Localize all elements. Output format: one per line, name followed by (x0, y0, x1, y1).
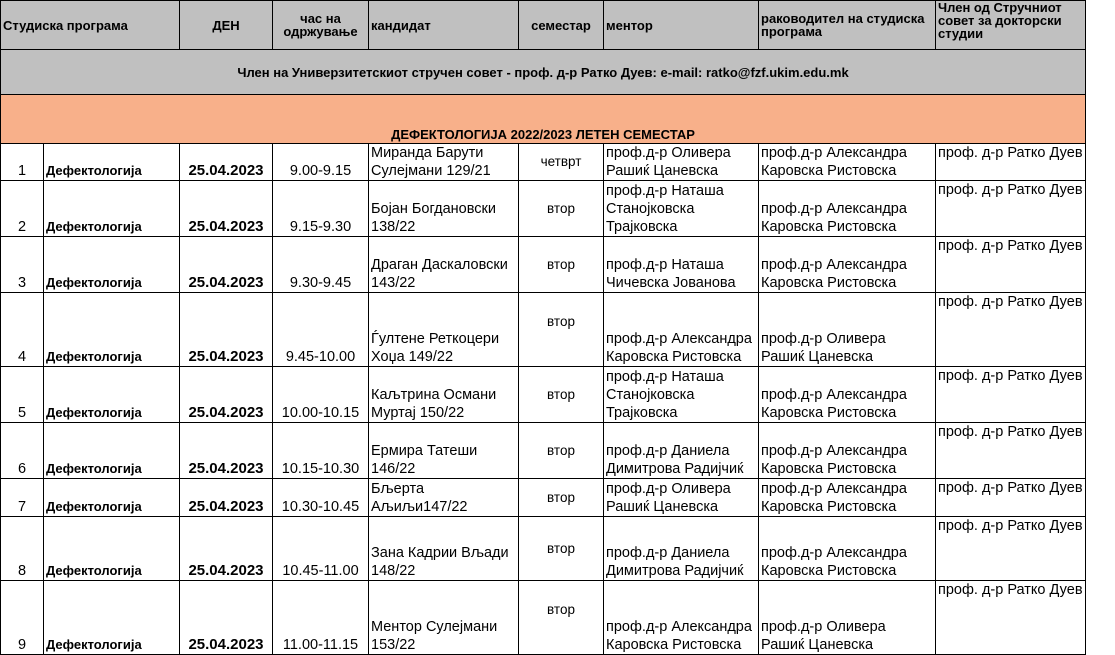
cell-head: проф.д-р Александра Каровска Ристовска (759, 181, 936, 237)
cell-program: Дефектологија (44, 144, 180, 181)
cell-semester: втор (519, 367, 604, 423)
cell-head: проф.д-р Александра Каровска Ристовска (759, 517, 936, 581)
header-day: ДЕН (180, 1, 273, 50)
university-member-text: Член на Универзитетскиот стручен совет - проф. д-р Ратко Дуев: e-mail: ratko@fzf.ukim.edu.mk (1, 50, 1086, 95)
cell-member: проф. д-р Ратко Дуев (936, 144, 1086, 181)
cell-day: 25.04.2023 (180, 181, 273, 237)
section-title: ДЕФЕКТОЛОГИЈА 2022/2023 ЛЕТЕН СЕМЕСТАР (1, 95, 1086, 144)
cell-head: проф.д-р Александра Каровска Ристовска (759, 423, 936, 479)
cell-member: проф. д-р Ратко Дуев (936, 479, 1086, 517)
cell-head: проф.д-р Оливера Рашиќ Цаневска (759, 581, 936, 655)
cell-head: проф.д-р Александра Каровска Ристовска (759, 367, 936, 423)
cell-day: 25.04.2023 (180, 581, 273, 655)
cell-semester: втор (519, 517, 604, 581)
cell-program: Дефектологија (44, 367, 180, 423)
cell-member: проф. д-р Ратко Дуев (936, 423, 1086, 479)
cell-day: 25.04.2023 (180, 144, 273, 181)
cell-semester: втор (519, 423, 604, 479)
cell-day: 25.04.2023 (180, 293, 273, 367)
cell-mentor: проф.д-р Даниела Димитрова Радијчиќ (604, 517, 759, 581)
cell-semester: втор (519, 581, 604, 655)
cell-candidate: Драган Даскаловски 143/22 (369, 237, 519, 293)
table-row (1, 237, 1086, 293)
cell-time: 9.15-9.30 (273, 181, 369, 237)
cell-semester: четврт (519, 144, 604, 181)
cell-program: Дефектологија (44, 479, 180, 517)
cell-program: Дефектологија (44, 423, 180, 479)
cell-candidate: Бљерта Аљиљи147/22 (369, 479, 519, 517)
cell-program: Дефектологија (44, 293, 180, 367)
cell-member: проф. д-р Ратко Дуев (936, 367, 1086, 423)
header-semester: семестар (519, 1, 604, 50)
cell-time: 11.00-11.15 (273, 581, 369, 655)
cell-num: 9 (1, 581, 44, 655)
cell-candidate: Миранда Барути Сулејмани 129/21 (369, 144, 519, 181)
cell-semester: втор (519, 181, 604, 237)
cell-head: проф.д-р Александра Каровска Ристовска (759, 237, 936, 293)
cell-num: 4 (1, 293, 44, 367)
cell-mentor: проф.д-р Оливера Рашиќ Цаневска (604, 144, 759, 181)
cell-member: проф. д-р Ратко Дуев (936, 581, 1086, 655)
cell-day: 25.04.2023 (180, 517, 273, 581)
university-member-row (1, 50, 1086, 95)
table-row (1, 479, 1086, 517)
cell-day: 25.04.2023 (180, 423, 273, 479)
header-candidate: кандидат (369, 1, 519, 50)
cell-semester: втор (519, 293, 604, 367)
cell-num: 1 (1, 144, 44, 181)
cell-candidate: Зана Кадрии Вљади 148/22 (369, 517, 519, 581)
cell-semester: втор (519, 479, 604, 517)
header-council-member: Член од Стручниот совет за докторски студии (936, 1, 1086, 50)
cell-member: проф. д-р Ратко Дуев (936, 181, 1086, 237)
cell-mentor: проф.д-р Даниела Димитрова Радијчиќ (604, 423, 759, 479)
cell-head: проф.д-р Александра Каровска Ристовска (759, 479, 936, 517)
cell-member: проф. д-р Ратко Дуев (936, 517, 1086, 581)
cell-time: 9.45-10.00 (273, 293, 369, 367)
cell-program: Дефектологија (44, 517, 180, 581)
cell-day: 25.04.2023 (180, 479, 273, 517)
cell-time: 10.30-10.45 (273, 479, 369, 517)
cell-candidate: Ментор Сулејмани 153/22 (369, 581, 519, 655)
cell-num: 7 (1, 479, 44, 517)
cell-day: 25.04.2023 (180, 237, 273, 293)
cell-time: 9.30-9.45 (273, 237, 369, 293)
cell-num: 8 (1, 517, 44, 581)
cell-day: 25.04.2023 (180, 367, 273, 423)
cell-num: 2 (1, 181, 44, 237)
cell-mentor: проф.д-р Александра Каровска Ристовска (604, 293, 759, 367)
cell-member: проф. д-р Ратко Дуев (936, 293, 1086, 367)
table-row (1, 181, 1086, 237)
cell-mentor: проф.д-р Наташа Чичевска Јованова (604, 237, 759, 293)
table-row (1, 581, 1086, 655)
header-row (1, 1, 1086, 50)
table-row (1, 423, 1086, 479)
section-row (1, 95, 1086, 144)
header-program: Студиска програма (1, 1, 180, 50)
header-mentor: ментор (604, 1, 759, 50)
cell-time: 10.15-10.30 (273, 423, 369, 479)
cell-time: 10.45-11.00 (273, 517, 369, 581)
cell-time: 9.00-9.15 (273, 144, 369, 181)
cell-head: проф.д-р Оливера Рашиќ Цаневска (759, 293, 936, 367)
table-row (1, 517, 1086, 581)
cell-head: проф.д-р Александра Каровска Ристовска (759, 144, 936, 181)
table-row (1, 367, 1086, 423)
cell-num: 6 (1, 423, 44, 479)
cell-mentor: проф.д-р Оливера Рашиќ Цаневска (604, 479, 759, 517)
cell-time: 10.00-10.15 (273, 367, 369, 423)
cell-candidate: Ермира Татеши 146/22 (369, 423, 519, 479)
cell-mentor: проф.д-р Александра Каровска Ристовска (604, 581, 759, 655)
cell-candidate: Каљтрина Османи Муртај 150/22 (369, 367, 519, 423)
cell-mentor: проф.д-р Наташа Станојковска Трајковска (604, 367, 759, 423)
cell-semester: втор (519, 237, 604, 293)
cell-num: 3 (1, 237, 44, 293)
cell-member: проф. д-р Ратко Дуев (936, 237, 1086, 293)
cell-program: Дефектологија (44, 181, 180, 237)
table-row (1, 293, 1086, 367)
cell-mentor: проф.д-р Наташа Станојковска Трајковска (604, 181, 759, 237)
cell-candidate: Ѓултене Реткоцери Хоџа 149/22 (369, 293, 519, 367)
header-head: раководител на студиска програма (759, 1, 936, 50)
cell-program: Дефектологија (44, 237, 180, 293)
cell-candidate: Бојан Богдановски 138/22 (369, 181, 519, 237)
header-time: час на одржување (273, 1, 369, 50)
table-row (1, 144, 1086, 181)
cell-num: 5 (1, 367, 44, 423)
cell-program: Дефектологија (44, 581, 180, 655)
